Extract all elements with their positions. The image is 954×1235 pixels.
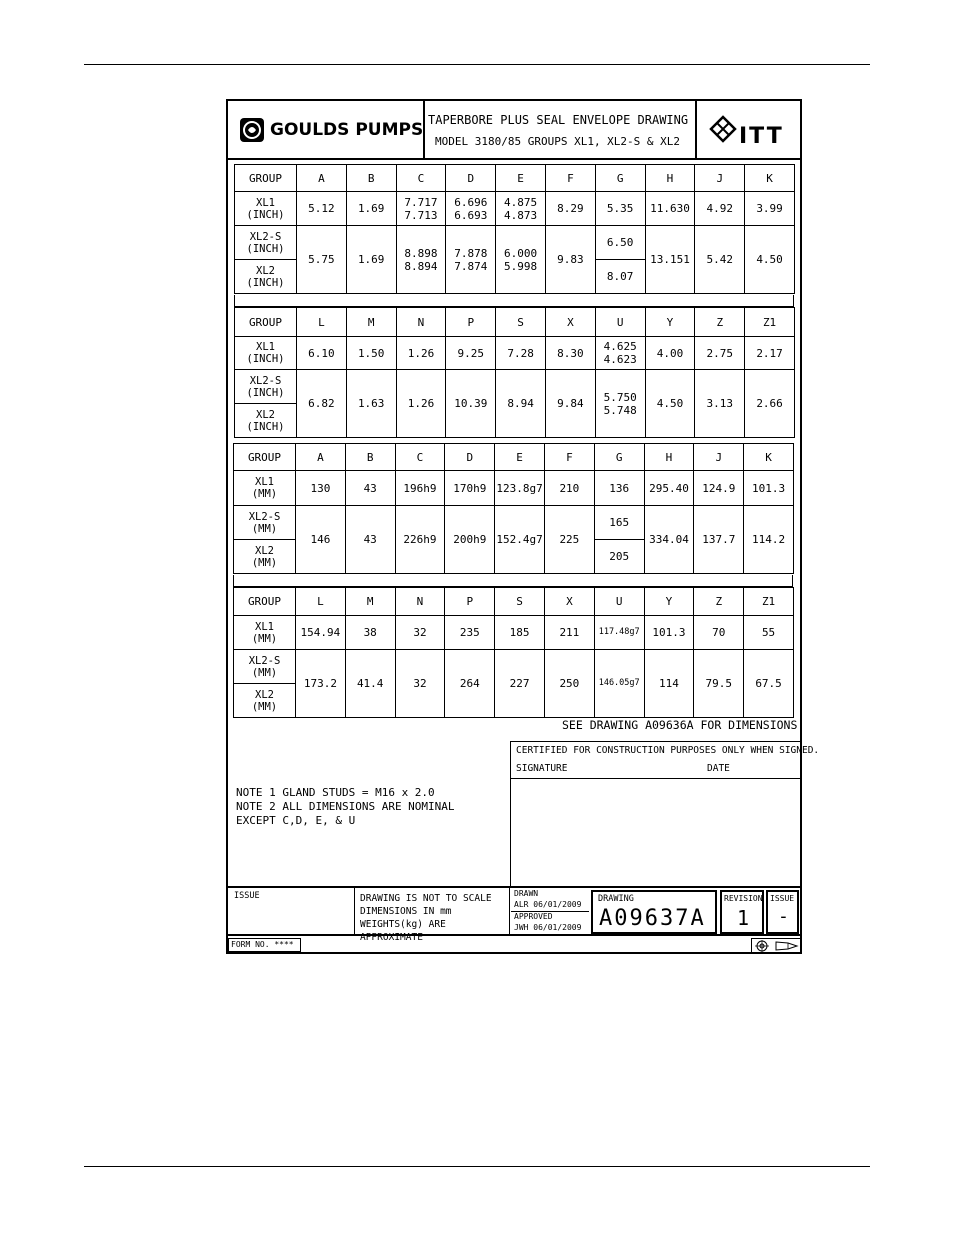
scale-line: DRAWING IS NOT TO SCALE bbox=[360, 893, 492, 904]
inch-table-l-z1 bbox=[234, 307, 795, 438]
drawing-sheet bbox=[226, 99, 820, 954]
col-header: Y bbox=[644, 588, 694, 616]
value-cell: 114.2 bbox=[744, 506, 794, 574]
col-header: F bbox=[545, 165, 595, 192]
value-cell: 32 bbox=[395, 616, 445, 650]
col-header: GROUP bbox=[235, 308, 297, 337]
group-cell: XL2 (INCH) bbox=[235, 260, 297, 294]
col-header: J bbox=[694, 444, 744, 471]
col-header: S bbox=[495, 588, 545, 616]
value-cell: 154.94 bbox=[296, 616, 346, 650]
value-cell: 9.25 bbox=[446, 337, 496, 370]
certified-text: CERTIFIED FOR CONSTRUCTION PURPOSES ONLY WHEN SIGNED. bbox=[516, 745, 820, 756]
drawing-label: DRAWING bbox=[598, 894, 634, 904]
col-header: E bbox=[495, 444, 545, 471]
value-cell: 9.83 bbox=[545, 226, 595, 294]
col-header: A bbox=[296, 444, 346, 471]
value-cell: 124.9 bbox=[694, 471, 744, 506]
value-cell: 6.000 5.998 bbox=[496, 226, 546, 294]
col-header: G bbox=[595, 165, 645, 192]
value-cell: 4.00 bbox=[645, 337, 695, 370]
value-cell: 79.5 bbox=[694, 650, 744, 718]
revision-box bbox=[720, 890, 764, 934]
value-cell: 32 bbox=[395, 650, 445, 718]
itt-emblem-icon bbox=[708, 115, 738, 145]
col-header: X bbox=[545, 308, 595, 337]
value-cell: 101.3 bbox=[744, 471, 794, 506]
issue-box bbox=[766, 890, 799, 934]
value-cell: 4.50 bbox=[745, 226, 795, 294]
col-header: P bbox=[445, 588, 495, 616]
brand-name: ITT bbox=[739, 124, 784, 149]
value-cell: 235 bbox=[445, 616, 495, 650]
col-header: M bbox=[345, 588, 395, 616]
goulds-emblem-icon bbox=[239, 117, 265, 143]
value-cell: 10.39 bbox=[446, 370, 496, 438]
col-header: S bbox=[496, 308, 546, 337]
col-header: Y bbox=[645, 308, 695, 337]
issue-value: - bbox=[778, 906, 789, 927]
value-cell: 250 bbox=[544, 650, 594, 718]
note-line: EXCEPT C,D, E, & U bbox=[236, 814, 356, 827]
value-cell: 152.4g7 bbox=[495, 506, 545, 574]
col-header: Z1 bbox=[745, 308, 795, 337]
value-cell: 9.84 bbox=[545, 370, 595, 438]
form-number-box bbox=[228, 938, 301, 952]
value-cell: 1.69 bbox=[346, 192, 396, 226]
col-header: B bbox=[345, 444, 395, 471]
drawing-header bbox=[228, 101, 800, 160]
value-cell: 136 bbox=[594, 471, 644, 506]
col-header: F bbox=[544, 444, 594, 471]
value-cell: 7.878 7.874 bbox=[446, 226, 496, 294]
revision-value: 1 bbox=[737, 906, 750, 930]
col-header: L bbox=[297, 308, 347, 337]
value-cell: 196h9 bbox=[395, 471, 445, 506]
value-cell: 11.630 bbox=[645, 192, 695, 226]
col-header: C bbox=[395, 444, 445, 471]
col-header: J bbox=[695, 165, 745, 192]
col-header: Z bbox=[694, 588, 744, 616]
col-header: Z bbox=[695, 308, 745, 337]
value-cell: 5.42 bbox=[695, 226, 745, 294]
title-block bbox=[228, 886, 800, 943]
value-cell: 6.82 bbox=[297, 370, 347, 438]
group-cell: XL2-S (INCH) bbox=[235, 370, 297, 404]
col-header: L bbox=[296, 588, 346, 616]
col-header: GROUP bbox=[234, 444, 296, 471]
col-header: U bbox=[594, 588, 644, 616]
date-label: DATE bbox=[707, 763, 730, 774]
value-cell: 225 bbox=[544, 506, 594, 574]
group-cell: XL1 (INCH) bbox=[235, 192, 297, 226]
col-header: Z1 bbox=[744, 588, 794, 616]
group-cell: XL2 (MM) bbox=[234, 684, 296, 718]
col-header: X bbox=[544, 588, 594, 616]
goulds-logo bbox=[228, 101, 425, 160]
bottom-rule bbox=[84, 1166, 870, 1167]
value-cell: 4.625 4.623 bbox=[595, 337, 645, 370]
company-name: GOULDS PUMPS bbox=[270, 120, 424, 140]
approved-value: JWH 06/01/2009 bbox=[514, 923, 582, 932]
col-header: D bbox=[445, 444, 495, 471]
value-cell: 38 bbox=[345, 616, 395, 650]
drawing-title-box bbox=[425, 101, 697, 160]
value-cell: 1.69 bbox=[346, 226, 396, 294]
col-header: H bbox=[645, 165, 695, 192]
col-header: G bbox=[594, 444, 644, 471]
value-cell: 146 bbox=[296, 506, 346, 574]
scale-line: DIMENSIONS IN mm bbox=[360, 906, 452, 917]
value-cell: 123.8g7 bbox=[495, 471, 545, 506]
col-header: M bbox=[346, 308, 396, 337]
top-rule bbox=[84, 64, 870, 65]
col-header: D bbox=[446, 165, 496, 192]
col-header: B bbox=[346, 165, 396, 192]
group-cell: XL2 (INCH) bbox=[235, 404, 297, 438]
mm-table-a-k bbox=[233, 443, 794, 574]
value-cell: 43 bbox=[345, 506, 395, 574]
signature-line bbox=[511, 778, 801, 779]
value-cell: 1.63 bbox=[346, 370, 396, 438]
drawn-value: ALR 06/01/2009 bbox=[514, 900, 582, 909]
group-cell: XL2-S (INCH) bbox=[235, 226, 297, 260]
value-cell: 6.696 6.693 bbox=[446, 192, 496, 226]
value-cell: 8.29 bbox=[545, 192, 595, 226]
table-separator bbox=[233, 575, 793, 587]
col-header: K bbox=[745, 165, 795, 192]
col-header: N bbox=[396, 308, 446, 337]
group-cell: XL2-S (MM) bbox=[234, 650, 296, 684]
value-cell: 1.26 bbox=[396, 370, 446, 438]
inch-table-a-k bbox=[234, 164, 795, 294]
value-cell: 4.875 4.873 bbox=[496, 192, 546, 226]
value-cell: 173.2 bbox=[296, 650, 346, 718]
value-cell: 114 bbox=[644, 650, 694, 718]
col-header: GROUP bbox=[235, 165, 297, 192]
value-cell: 2.17 bbox=[745, 337, 795, 370]
drawn-label: DRAWN bbox=[514, 889, 539, 898]
value-cell: 1.26 bbox=[396, 337, 446, 370]
col-header: C bbox=[396, 165, 446, 192]
value-cell: 5.750 5.748 bbox=[595, 370, 645, 438]
value-cell: 200h9 bbox=[445, 506, 495, 574]
value-cell: 227 bbox=[495, 650, 545, 718]
value-cell: 8.30 bbox=[545, 337, 595, 370]
col-header: E bbox=[496, 165, 546, 192]
signature-label: SIGNATURE bbox=[516, 763, 568, 774]
issue-label: ISSUE bbox=[234, 891, 260, 901]
value-cell: 5.12 bbox=[297, 192, 347, 226]
value-cell: 211 bbox=[544, 616, 594, 650]
value-cell: 8.07 bbox=[595, 260, 645, 294]
drawing-title-line2: MODEL 3180/85 GROUPS XL1, XL2-S & XL2 bbox=[435, 135, 681, 148]
value-cell: 226h9 bbox=[395, 506, 445, 574]
projection-symbol-box bbox=[751, 938, 801, 953]
value-cell: 210 bbox=[544, 471, 594, 506]
group-cell: XL1 (MM) bbox=[234, 616, 296, 650]
value-cell: 2.75 bbox=[695, 337, 745, 370]
col-header: K bbox=[744, 444, 794, 471]
note-line: NOTE 2 ALL DIMENSIONS ARE NOMINAL bbox=[236, 800, 455, 813]
value-cell: 4.92 bbox=[695, 192, 745, 226]
value-cell: 55 bbox=[744, 616, 794, 650]
value-cell: 101.3 bbox=[644, 616, 694, 650]
value-cell: 7.717 7.713 bbox=[396, 192, 446, 226]
value-cell: 130 bbox=[296, 471, 346, 506]
value-cell: 5.35 bbox=[595, 192, 645, 226]
group-cell: XL2 (MM) bbox=[234, 540, 296, 574]
notes-block bbox=[236, 786, 455, 828]
value-cell: 170h9 bbox=[445, 471, 495, 506]
value-cell: 3.99 bbox=[745, 192, 795, 226]
value-cell: 8.94 bbox=[496, 370, 546, 438]
value-cell: 41.4 bbox=[345, 650, 395, 718]
value-cell: 6.10 bbox=[297, 337, 347, 370]
scale-line: WEIGHTS(kg) ARE APPROXIMATE bbox=[360, 919, 446, 943]
value-cell: 334.04 bbox=[644, 506, 694, 574]
value-cell: 146.05g7 bbox=[594, 650, 644, 718]
drawn-approved-box bbox=[511, 888, 589, 934]
scale-notes bbox=[354, 888, 510, 943]
table-separator bbox=[234, 295, 794, 307]
col-header: H bbox=[644, 444, 694, 471]
col-header: U bbox=[595, 308, 645, 337]
value-cell: 67.5 bbox=[744, 650, 794, 718]
value-cell: 8.898 8.894 bbox=[396, 226, 446, 294]
value-cell: 2.66 bbox=[745, 370, 795, 438]
mm-table-l-z1 bbox=[233, 587, 794, 718]
col-header: A bbox=[297, 165, 347, 192]
value-cell: 1.50 bbox=[346, 337, 396, 370]
value-cell: 185 bbox=[495, 616, 545, 650]
group-cell: XL2-S (MM) bbox=[234, 506, 296, 540]
value-cell: 264 bbox=[445, 650, 495, 718]
value-cell: 4.50 bbox=[645, 370, 695, 438]
value-cell: 205 bbox=[594, 540, 644, 574]
third-angle-projection-icon bbox=[752, 939, 800, 952]
value-cell: 3.13 bbox=[695, 370, 745, 438]
value-cell: 6.50 bbox=[595, 226, 645, 260]
value-cell: 43 bbox=[345, 471, 395, 506]
issue-label-2: ISSUE bbox=[770, 894, 795, 903]
col-header: N bbox=[395, 588, 445, 616]
note-line: NOTE 1 GLAND STUDS = M16 x 2.0 bbox=[236, 786, 435, 799]
value-cell: 13.151 bbox=[645, 226, 695, 294]
drawing-number-box bbox=[591, 890, 717, 934]
see-drawing-note: SEE DRAWING A09636A FOR DIMENSIONS bbox=[562, 718, 798, 732]
revision-label: REVISION bbox=[724, 894, 763, 903]
value-cell: 70 bbox=[694, 616, 744, 650]
group-cell: XL1 (INCH) bbox=[235, 337, 297, 370]
group-cell: XL1 (MM) bbox=[234, 471, 296, 506]
value-cell: 5.75 bbox=[297, 226, 347, 294]
drawing-title-line1: TAPERBORE PLUS SEAL ENVELOPE DRAWING bbox=[428, 113, 689, 127]
value-cell: 117.48g7 bbox=[594, 616, 644, 650]
value-cell: 165 bbox=[594, 506, 644, 540]
value-cell: 295.40 bbox=[644, 471, 694, 506]
drawing-number: A09637A bbox=[599, 906, 706, 931]
col-header: GROUP bbox=[234, 588, 296, 616]
approved-label: APPROVED bbox=[514, 912, 553, 921]
value-cell: 7.28 bbox=[496, 337, 546, 370]
itt-logo bbox=[697, 101, 800, 160]
value-cell: 137.7 bbox=[694, 506, 744, 574]
col-header: P bbox=[446, 308, 496, 337]
form-number: FORM NO. **** bbox=[231, 940, 294, 949]
certification-box bbox=[510, 741, 820, 886]
